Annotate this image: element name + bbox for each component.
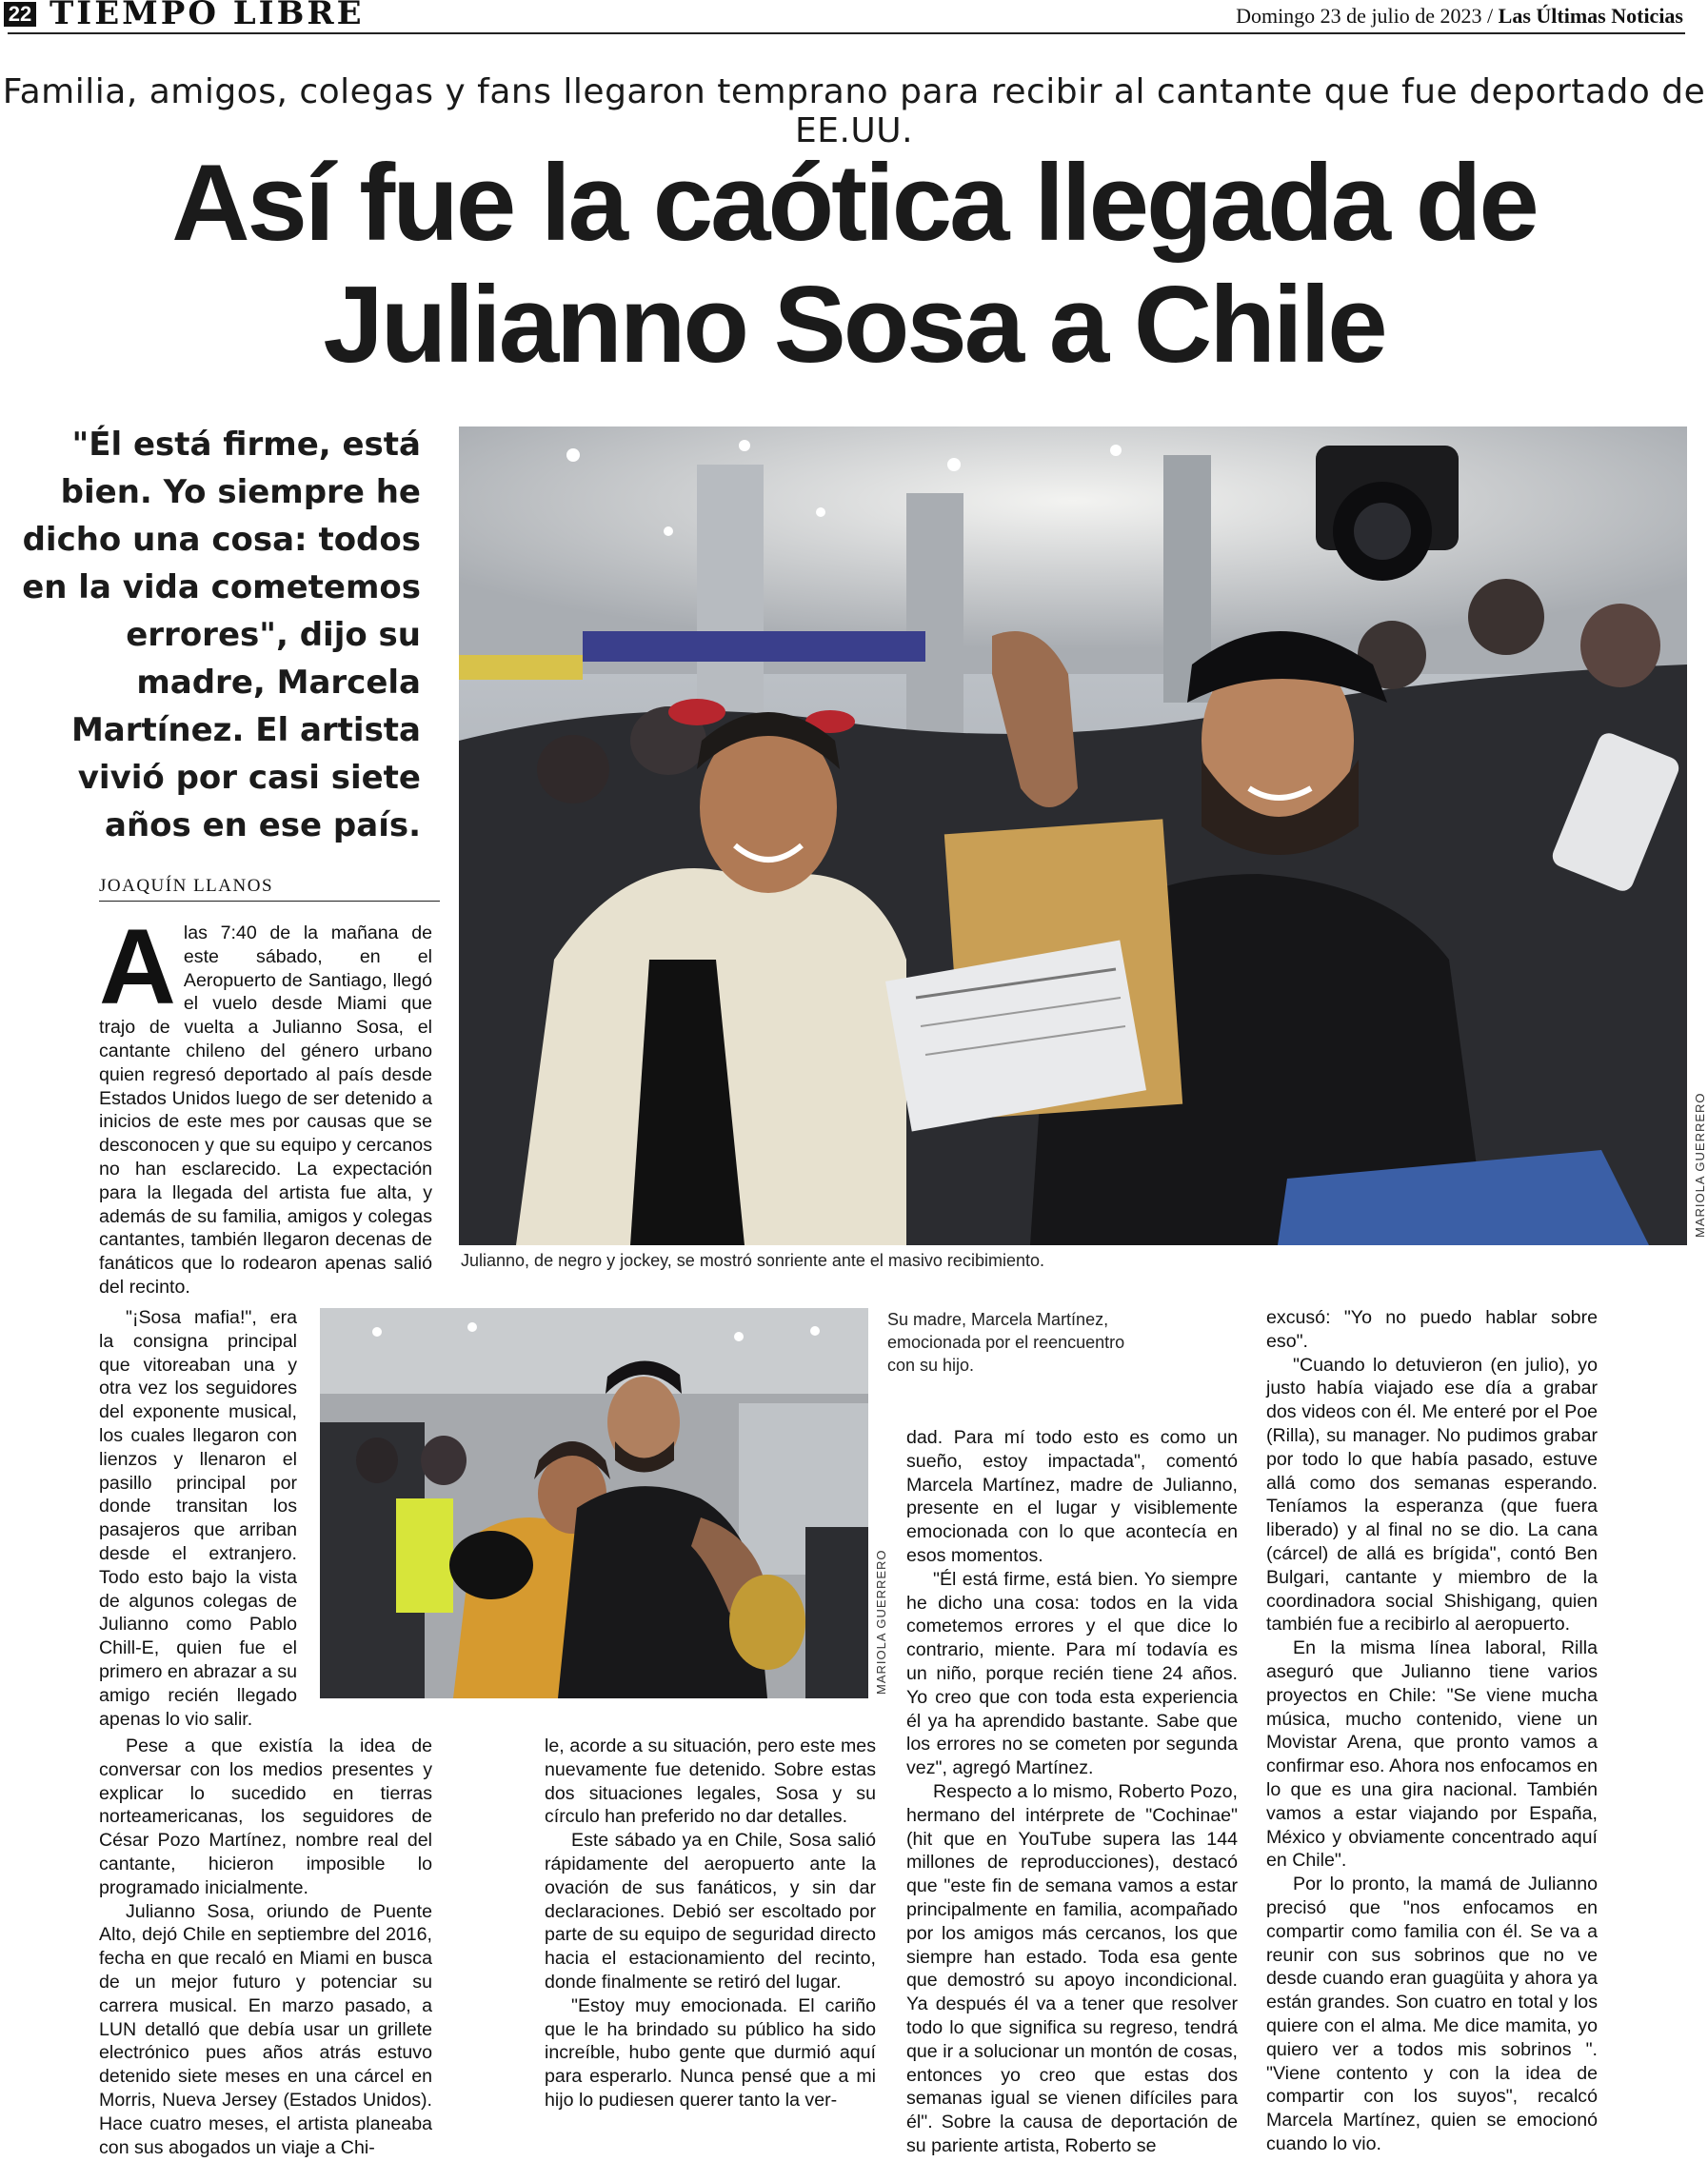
column-4 bbox=[1266, 1306, 1598, 2156]
main-photo bbox=[459, 426, 1687, 1245]
publication-name: Las Últimas Noticias bbox=[1498, 4, 1683, 28]
col3-paragraph-1: dad. Para mí todo esto es como un sueño, estoy impactada", comentó Marcela Martínez, madre de Julianno, presente en el lugar y visiblemente emocionada con lo que acontecía en esos momentos. bbox=[906, 1427, 1238, 1566]
pull-quote: "Él está firme, está bien. Yo siempre he dicho una cosa: todos en la vida cometemos errores", dijo su madre, Marcela Martínez. El artista vivió por casi siete años en ese país. bbox=[22, 426, 421, 844]
col2-paragraph-3: "Estoy muy emocionada. El cariño que le ha brindado su público ha sido increíble, hubo gente que durmió aquí para esperarlo. Nunca pensé que a mi hijo lo pudiesen querer tanto la ver- bbox=[545, 1994, 876, 2111]
column-1-middle bbox=[99, 1306, 297, 1731]
col4-paragraph-1: excusó: "Yo no puedo hablar sobre eso". bbox=[1266, 1307, 1598, 1352]
dateline-separator: / bbox=[1487, 4, 1494, 28]
col4-paragraph-2: "Cuando lo detuvieron (en julio), yo justo había viajado ese día a grabar dos videos con él. Me enteré por el Poe (Rilla), su manager. No pudimos grabar por todo lo que había pasado, estuve allá como dos semanas esperando. Teníamos la esperanza (que fuera liberado) y al final no se dio. La cana (cárcel) de allá es brígida", contó Ben Bulgari, cantante y miembro de la coordinadora social Shishigang, quien también fue a recibirlo al aeropuerto. bbox=[1266, 1354, 1598, 1636]
secondary-photo bbox=[320, 1308, 868, 1698]
drop-cap: A bbox=[99, 907, 176, 1026]
dateline bbox=[1236, 4, 1683, 29]
secondary-photo-caption: Su madre, Marcela Martínez, emocionada por el reencuentro con su hijo. bbox=[887, 1310, 1125, 1375]
main-photo-caption: Julianno, de negro y jockey, se mostró sonriente ante el masivo recibimiento. bbox=[461, 1251, 1044, 1270]
col1-paragraph-4: Julianno Sosa, oriundo de Puente Alto, dejó Chile en septiembre del 2016, fecha en que recaló en Miami en busca de un mejor futuro y potenciar su carrera musical. En marzo pasado, a LUN detalló que debía usar un grillete electrónico pues años atrás estuvo detenido siete meses en una cárcel en Morris, Nueva Jersey (Estados Unidos). Hace cuatro meses, el artista planeaba con sus abogados un viaje a Chi- bbox=[99, 1900, 432, 2158]
col1-paragraph-1: las 7:40 de la mañana de este sábado, en el Aeropuerto de Santiago, llegó el vuelo desde Miami que trajo de vuelta a Julianno Sosa, el cantante chileno del género urbano quien regresó deportado al país desde Estados Unidos luego de ser detenido a inicios de este mes por causas que se desconocen y que su equipo y cercanos no han esclarecido. La expectación para la llegada del artista fue alta, y además de su familia, amigos y colegas cantantes, también llegaron decenas de fanáticos que lo rodearon apenas salió del recinto. bbox=[99, 922, 432, 1298]
col4-paragraph-4: Por lo pronto, la mamá de Julianno precisó que "nos enfocamos en compartir como familia con él. Se va a reunir con sus sobrinos que no ve desde cuando eran guagüita y ahora ya están grandes. Son cuatro en total y los quiere con el alma. Me dice mamita, yo quiero ver a todos mis sobrinos ". "Viene contento y con la idea de compartir con los suyos", recalcó Marcela Martínez, quien se emocionó cuando lo vio. bbox=[1266, 1874, 1598, 2154]
secondary-photo-image bbox=[320, 1308, 868, 1698]
column-3 bbox=[906, 1426, 1238, 2158]
col2-paragraph-1: le, acorde a su situación, pero este mes nuevamente fue detenido. Sobre estas dos situaciones legales, Sosa y su círculo han preferido no dar detalles. bbox=[545, 1736, 876, 1828]
headline-line-1: Así fue la caótica llegada de bbox=[171, 143, 1537, 264]
column-1-upper bbox=[99, 907, 432, 1299]
main-photo-image bbox=[459, 426, 1687, 1245]
headline bbox=[0, 143, 1708, 387]
issue-date: Domingo 23 de julio de 2023 bbox=[1236, 4, 1482, 28]
column-2 bbox=[545, 1735, 876, 2112]
col3-paragraph-3: Respecto a lo mismo, Roberto Pozo, hermano del intérprete de "Cochinae" (hit que en YouTube supera las 144 millones de reproducciones), destacó que "este fin de semana vamos a estar principalmente en familia, acompañado por los amigos más cercanos, los que siempre han estado. Toda esa gente que demostró su apoyo incondicional. Ya después él va a tener que resolver todo lo que significa su regreso, tendrá que ir a solucionar un montón de cosas, entonces yo creo que estas dos semanas igual se vienen difíciles para él". Sobre la causa de deportación de su pariente artista, Roberto se bbox=[906, 1780, 1238, 2156]
col2-paragraph-2: Este sábado ya en Chile, Sosa salió rápidamente del aeropuerto ante la ovación de sus fanáticos, y sin dar declaraciones. Debió ser escoltado por parte de su equipo de seguridad directo hacia el estacionamiento del recinto, donde finalmente se retiró del lugar. bbox=[545, 1830, 876, 1993]
secondary-photo-credit: MARIOLA GUERRERO bbox=[874, 1549, 888, 1695]
col4-paragraph-3: En la misma línea laboral, Rilla aseguró que Julianno tiene varios proyectos en Chile: "Se viene mucha música, mucho contenido, viene un Movistar Arena, que pronto vamos a confirmar eso. Ahora nos enfocamos en lo que es una gira nacional. También vamos a estar viajando por España, México y obviamente concentrado aquí en Chile". bbox=[1266, 1637, 1598, 1872]
main-photo-credit: MARIOLA GUERRERO bbox=[1693, 1092, 1707, 1238]
column-1-lower bbox=[99, 1735, 432, 2159]
kicker: Familia, amigos, colegas y fans llegaron temprano para recibir al cantante que fue deportado de EE.UU. bbox=[2, 72, 1706, 150]
section-title: TIEMPO LIBRE bbox=[50, 0, 365, 32]
byline-rule bbox=[99, 901, 440, 902]
headline-line-2: Julianno Sosa a Chile bbox=[323, 265, 1385, 386]
col3-paragraph-2: "Él está firme, está bien. Yo siempre he dicho una cosa: todos en la vida cometemos errores y el que dice lo contrario, miente. Para mí todavía es un niño, porque recién tiene 24 años. Yo creo que con toda esta experiencia él ya ha aprendido bastante. Sabe que los errores no se cometen por segunda vez", agregó Martínez. bbox=[906, 1568, 1238, 1779]
page-number: 22 bbox=[4, 2, 36, 27]
col1-paragraph-3: Pese a que existía la idea de conversar con los medios presentes y explicar lo sucedido en tierras norteamericanas, los seguidores de César Pozo Martínez, nombre real del cantante, hicieron imposible lo programado inicialmente. bbox=[99, 1736, 432, 1898]
header-rule bbox=[8, 32, 1685, 34]
byline: JOAQUÍN LLANOS bbox=[99, 876, 274, 896]
col1-paragraph-2: "¡Sosa mafia!", era la consigna principal que vitoreaban una y otra vez los seguidores del exponente musical, los cuales llegaron con lienzos y llenaron el pasillo principal por donde transitan los pasajeros que arriban desde el extranjero. Todo esto bajo la vista de algunos colegas de Julianno como Pablo Chill-E, quien fue el primero en abrazar a su amigo recién llegado apenas lo vio salir. bbox=[99, 1307, 298, 1730]
